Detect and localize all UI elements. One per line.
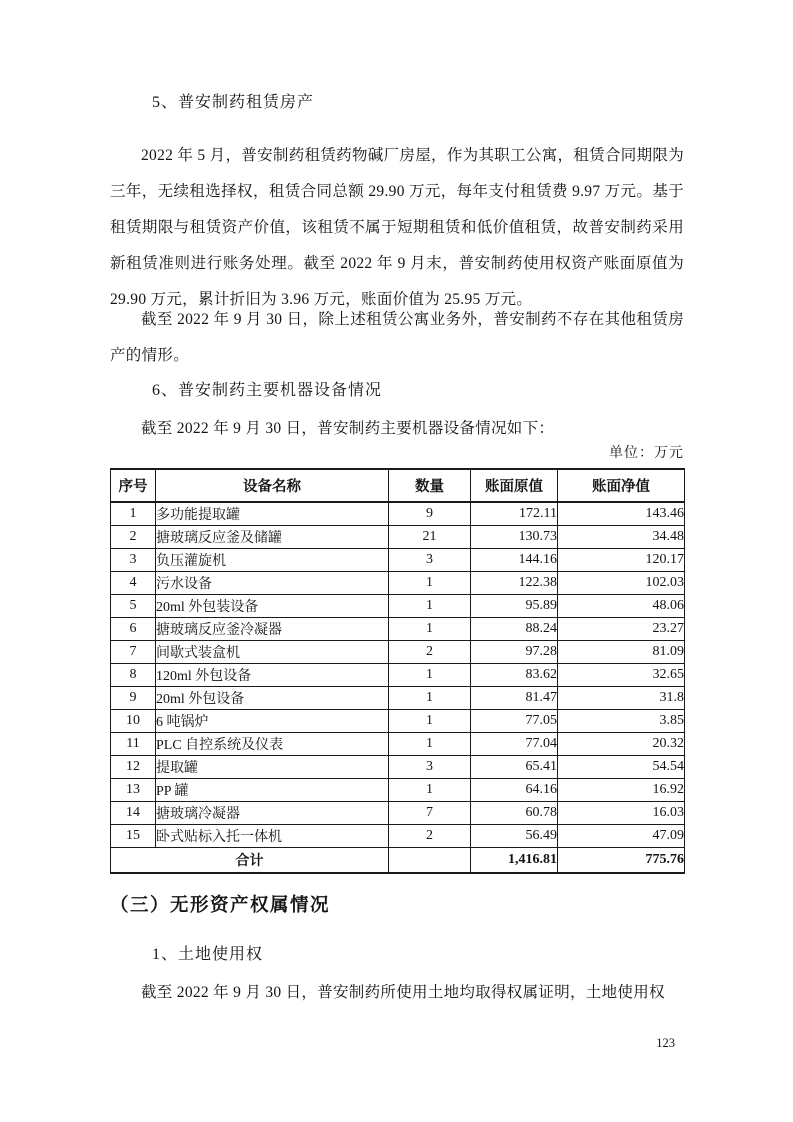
cell-total-qty <box>389 848 471 874</box>
cell-orig: 56.49 <box>471 825 558 848</box>
paragraph-equipment-intro: 截至 2022 年 9 月 30 日，普安制药主要机器设备情况如下： <box>141 420 555 437</box>
table-row <box>111 502 685 526</box>
col-header-no: 序号 <box>111 469 156 502</box>
cell-orig: 65.41 <box>471 756 558 779</box>
cell-name: 搪玻璃反应釜冷凝器 <box>156 618 389 641</box>
table-row <box>111 572 685 595</box>
cell-net: 16.92 <box>558 779 685 802</box>
col-header-qty: 数量 <box>389 469 471 502</box>
table-row <box>111 549 685 572</box>
table-row <box>111 641 685 664</box>
cell-net: 23.27 <box>558 618 685 641</box>
cell-no: 5 <box>111 595 156 618</box>
cell-qty: 3 <box>389 756 471 779</box>
table-row <box>111 802 685 825</box>
col-header-name: 设备名称 <box>156 469 389 502</box>
table-row <box>111 664 685 687</box>
col-header-orig: 账面原值 <box>471 469 558 502</box>
cell-name: 提取罐 <box>156 756 389 779</box>
cell-orig: 60.78 <box>471 802 558 825</box>
cell-net: 16.03 <box>558 802 685 825</box>
cell-qty: 7 <box>389 802 471 825</box>
cell-qty: 1 <box>389 572 471 595</box>
cell-no: 6 <box>111 618 156 641</box>
cell-orig: 64.16 <box>471 779 558 802</box>
cell-net: 81.09 <box>558 641 685 664</box>
table-row <box>111 756 685 779</box>
cell-no: 7 <box>111 641 156 664</box>
cell-name: PP 罐 <box>156 779 389 802</box>
cell-qty: 1 <box>389 687 471 710</box>
cell-no: 1 <box>111 502 156 526</box>
cell-total-net: 775.76 <box>558 848 685 874</box>
cell-name: 120ml 外包设备 <box>156 664 389 687</box>
paragraph-land-use-right: 截至 2022 年 9 月 30 日，普安制药所使用土地均取得权属证明，土地使用权 <box>141 984 665 1001</box>
equipment-table-container <box>110 468 684 874</box>
paragraph-lease-details: 2022 年 5 月，普安制药租赁药物碱厂房屋，作为其职工公寓，租赁合同期限为三年，无续租选择权，租赁合同总额 29.90 万元，每年支付租赁费 9.97 万元。基于租赁期限与租赁资产价值，该租赁不属于短期租赁和低价值租赁，故普安制药采用新租赁准则进行账务处理。截至 2022 年 9 月末，普安制药使用权资产账面原值为 29.90 万元，累计折旧为 3.96 万元，账面价值为 25.95 万元。 <box>110 147 684 308</box>
table-row <box>111 779 685 802</box>
cell-total-orig: 1,416.81 <box>471 848 558 874</box>
cell-qty: 1 <box>389 779 471 802</box>
cell-orig: 77.05 <box>471 710 558 733</box>
cell-orig: 88.24 <box>471 618 558 641</box>
cell-no: 13 <box>111 779 156 802</box>
cell-qty: 2 <box>389 825 471 848</box>
cell-name: 间歇式装盒机 <box>156 641 389 664</box>
cell-orig: 144.16 <box>471 549 558 572</box>
cell-no: 11 <box>111 733 156 756</box>
table-row <box>111 687 685 710</box>
cell-orig: 122.38 <box>471 572 558 595</box>
heading-land-use-right: 1、土地使用权 <box>152 946 264 963</box>
cell-net: 120.17 <box>558 549 685 572</box>
cell-net: 48.06 <box>558 595 685 618</box>
cell-name: 20ml 外包设备 <box>156 687 389 710</box>
cell-qty: 1 <box>389 595 471 618</box>
cell-orig: 83.62 <box>471 664 558 687</box>
table-row <box>111 733 685 756</box>
cell-orig: 172.11 <box>471 502 558 526</box>
cell-name: PLC 自控系统及仪表 <box>156 733 389 756</box>
heading-intangible-assets: （三）无形资产权属情况 <box>110 894 331 915</box>
table-unit-label: 单位：万元 <box>609 446 684 461</box>
cell-orig: 81.47 <box>471 687 558 710</box>
cell-net: 20.32 <box>558 733 685 756</box>
cell-qty: 21 <box>389 526 471 549</box>
cell-net: 32.65 <box>558 664 685 687</box>
cell-name: 多功能提取罐 <box>156 502 389 526</box>
heading-machinery-equipment: 6、普安制药主要机器设备情况 <box>152 382 383 399</box>
cell-qty: 2 <box>389 641 471 664</box>
cell-orig: 97.28 <box>471 641 558 664</box>
cell-name: 负压灌旋机 <box>156 549 389 572</box>
cell-net: 143.46 <box>558 502 685 526</box>
cell-qty: 1 <box>389 710 471 733</box>
cell-name: 20ml 外包装设备 <box>156 595 389 618</box>
equipment-table <box>110 468 685 874</box>
cell-qty: 1 <box>389 664 471 687</box>
table-row <box>111 825 685 848</box>
cell-net: 54.54 <box>558 756 685 779</box>
cell-net: 47.09 <box>558 825 685 848</box>
cell-no: 2 <box>111 526 156 549</box>
paragraph-no-other-lease: 截至 2022 年 9 月 30 日，除上述租赁公寓业务外，普安制药不存在其他租赁房产的情形。 <box>110 311 684 364</box>
cell-no: 15 <box>111 825 156 848</box>
table-row <box>111 618 685 641</box>
cell-no: 9 <box>111 687 156 710</box>
cell-net: 31.8 <box>558 687 685 710</box>
cell-name: 搪玻璃冷凝器 <box>156 802 389 825</box>
cell-qty: 1 <box>389 733 471 756</box>
cell-name: 卧式贴标入托一体机 <box>156 825 389 848</box>
table-header-row <box>111 469 685 502</box>
cell-name: 污水设备 <box>156 572 389 595</box>
cell-no: 14 <box>111 802 156 825</box>
cell-net: 102.03 <box>558 572 685 595</box>
table-total-row <box>111 848 685 874</box>
cell-no: 10 <box>111 710 156 733</box>
page-number: 123 <box>656 1036 675 1050</box>
cell-orig: 95.89 <box>471 595 558 618</box>
cell-net: 34.48 <box>558 526 685 549</box>
cell-qty: 3 <box>389 549 471 572</box>
table-row <box>111 526 685 549</box>
cell-orig: 77.04 <box>471 733 558 756</box>
heading-leased-property: 5、普安制药租赁房产 <box>152 94 315 111</box>
cell-total-label: 合计 <box>111 848 389 874</box>
table-row <box>111 710 685 733</box>
table-row <box>111 595 685 618</box>
cell-no: 12 <box>111 756 156 779</box>
cell-qty: 9 <box>389 502 471 526</box>
cell-name: 6 吨锅炉 <box>156 710 389 733</box>
cell-no: 8 <box>111 664 156 687</box>
col-header-net: 账面净值 <box>558 469 685 502</box>
cell-name: 搪玻璃反应釜及储罐 <box>156 526 389 549</box>
cell-qty: 1 <box>389 618 471 641</box>
cell-no: 3 <box>111 549 156 572</box>
cell-no: 4 <box>111 572 156 595</box>
cell-orig: 130.73 <box>471 526 558 549</box>
cell-net: 3.85 <box>558 710 685 733</box>
